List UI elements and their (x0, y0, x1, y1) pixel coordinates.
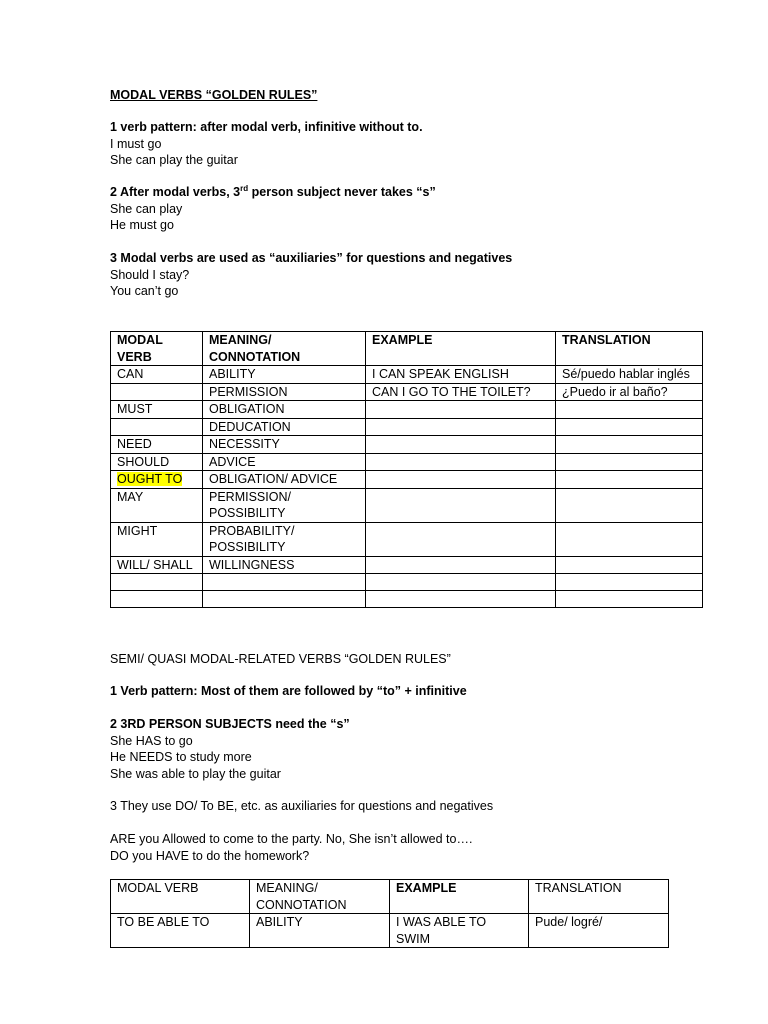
rule-heading: 1 verb pattern: after modal verb, infinitive without to. (110, 120, 423, 134)
example-line: I must go (110, 136, 162, 151)
ordinal-suffix: rd (240, 184, 249, 193)
table-cell: MIGHT (111, 522, 203, 556)
table-header-row (111, 880, 669, 914)
semi-rule-1 (110, 683, 710, 700)
table-cell: WILLINGNESS (203, 556, 366, 574)
rule-heading: 3 They use DO/ To BE, etc. as auxiliaries for questions and negatives (110, 799, 494, 813)
section-title: MODAL VERBS “GOLDEN RULES” (110, 88, 318, 102)
header-cell: MODAL VERB (111, 332, 203, 366)
table-cell: I WAS ABLE TO SWIM (390, 914, 529, 948)
table-cell: ¿Puedo ir al baño? (556, 383, 703, 401)
table-cell: PERMISSION (203, 383, 366, 401)
table-cell (556, 488, 703, 522)
table-cell (366, 556, 556, 574)
example-line: She HAS to go (110, 733, 193, 748)
example-line: She can play the guitar (110, 153, 238, 167)
semi-modal-verbs-table (110, 879, 669, 948)
table-row (111, 383, 703, 401)
table-cell: I CAN SPEAK ENGLISH (366, 366, 556, 384)
table-cell: OBLIGATION/ ADVICE (203, 471, 366, 489)
header-cell: EXAMPLE (366, 332, 556, 366)
table-cell (111, 383, 203, 401)
table-row (111, 471, 703, 489)
table-cell (556, 574, 703, 591)
table-cell: NEED (111, 436, 203, 454)
rule-heading: 2 3RD PERSON SUBJECTS need the “s” (110, 717, 350, 731)
table-row (111, 488, 703, 522)
example-line: She can play (110, 201, 183, 216)
example-line: He NEEDS to study more (110, 750, 252, 764)
table-cell (366, 522, 556, 556)
table-cell: OBLIGATION (203, 401, 366, 419)
header-cell: MEANING/ CONNOTATION (250, 880, 390, 914)
table-cell: Sé/puedo hablar inglés (556, 366, 703, 384)
table-cell (366, 453, 556, 471)
section-title: SEMI/ QUASI MODAL-RELATED VERBS “GOLDEN RULES” (110, 652, 451, 666)
table-cell (556, 436, 703, 454)
semi-rule-2 (110, 716, 710, 782)
table-cell (366, 471, 556, 489)
rule-heading: 3 Modal verbs are used as “auxiliaries” for questions and negatives (110, 251, 513, 265)
table-cell: ADVICE (203, 453, 366, 471)
table-cell: PROBABILITY/ POSSIBILITY (203, 522, 366, 556)
table-cell: NECESSITY (203, 436, 366, 454)
rule-heading-text: 2 After modal verbs, 3 (110, 185, 241, 199)
header-cell: EXAMPLE (390, 880, 529, 914)
table-row (111, 366, 703, 384)
header-cell: TRANSLATION (529, 880, 669, 914)
example-line: ARE you Allowed to come to the party. No, She isn’t allowed to…. (110, 832, 473, 846)
table-row (111, 556, 703, 574)
highlighted-text: OUGHT TO (117, 472, 183, 486)
table-row (111, 522, 703, 556)
table-cell (556, 471, 703, 489)
example-line: She was able to play the guitar (110, 766, 281, 781)
example-line: He must go (110, 218, 174, 232)
table-cell: CAN I GO TO THE TOILET? (366, 383, 556, 401)
table-cell: TO BE ABLE TO (111, 914, 250, 948)
table-cell (366, 591, 556, 608)
table-row (111, 591, 703, 608)
table-cell (366, 401, 556, 419)
table-cell: ABILITY (203, 366, 366, 384)
table-cell: PERMISSION/ POSSIBILITY (203, 488, 366, 522)
header-cell: MODAL VERB (111, 880, 250, 914)
table-cell (556, 453, 703, 471)
header-cell: TRANSLATION (556, 332, 703, 366)
example-line: Should I stay? (110, 267, 190, 282)
table-cell (203, 574, 366, 591)
table-row (111, 453, 703, 471)
rule-heading (110, 184, 710, 201)
rule-heading: 1 Verb pattern: Most of them are followed by “to” + infinitive (110, 684, 467, 698)
table-row (111, 436, 703, 454)
table-cell (203, 591, 366, 608)
table-cell (556, 522, 703, 556)
table-cell: Pude/ logré/ (529, 914, 669, 948)
table-cell (366, 418, 556, 436)
table-cell (556, 556, 703, 574)
table-cell (366, 574, 556, 591)
section-semi-modal-verbs (110, 651, 710, 668)
table-header-row (111, 332, 703, 366)
section-modal-verbs (110, 87, 710, 104)
table-row (111, 574, 703, 591)
rule-heading-text: person subject never takes “s” (248, 185, 436, 199)
table-cell: WILL/ SHALL (111, 556, 203, 574)
example-line: DO you HAVE to do the homework? (110, 848, 310, 863)
table-cell: ABILITY (250, 914, 390, 948)
rule-2 (110, 184, 710, 234)
table-cell (111, 591, 203, 608)
rule-3 (110, 250, 710, 300)
table-cell: MAY (111, 488, 203, 522)
table-cell (111, 574, 203, 591)
table-cell (111, 418, 203, 436)
rule-1 (110, 119, 710, 169)
semi-rule-3 (110, 798, 710, 815)
table-cell: SHOULD (111, 453, 203, 471)
table-row (111, 418, 703, 436)
table-cell (556, 418, 703, 436)
table-cell (366, 436, 556, 454)
table-row (111, 401, 703, 419)
semi-examples (110, 831, 710, 864)
table-cell (111, 471, 203, 489)
table-cell (556, 591, 703, 608)
table-cell (366, 488, 556, 522)
table-cell: DEDUCATION (203, 418, 366, 436)
table-cell: CAN (111, 366, 203, 384)
header-cell: MEANING/ CONNOTATION (203, 332, 366, 366)
table-cell (556, 401, 703, 419)
table-cell: MUST (111, 401, 203, 419)
modal-verbs-table (110, 331, 703, 608)
example-line: You can’t go (110, 284, 179, 298)
table-row (111, 914, 669, 948)
